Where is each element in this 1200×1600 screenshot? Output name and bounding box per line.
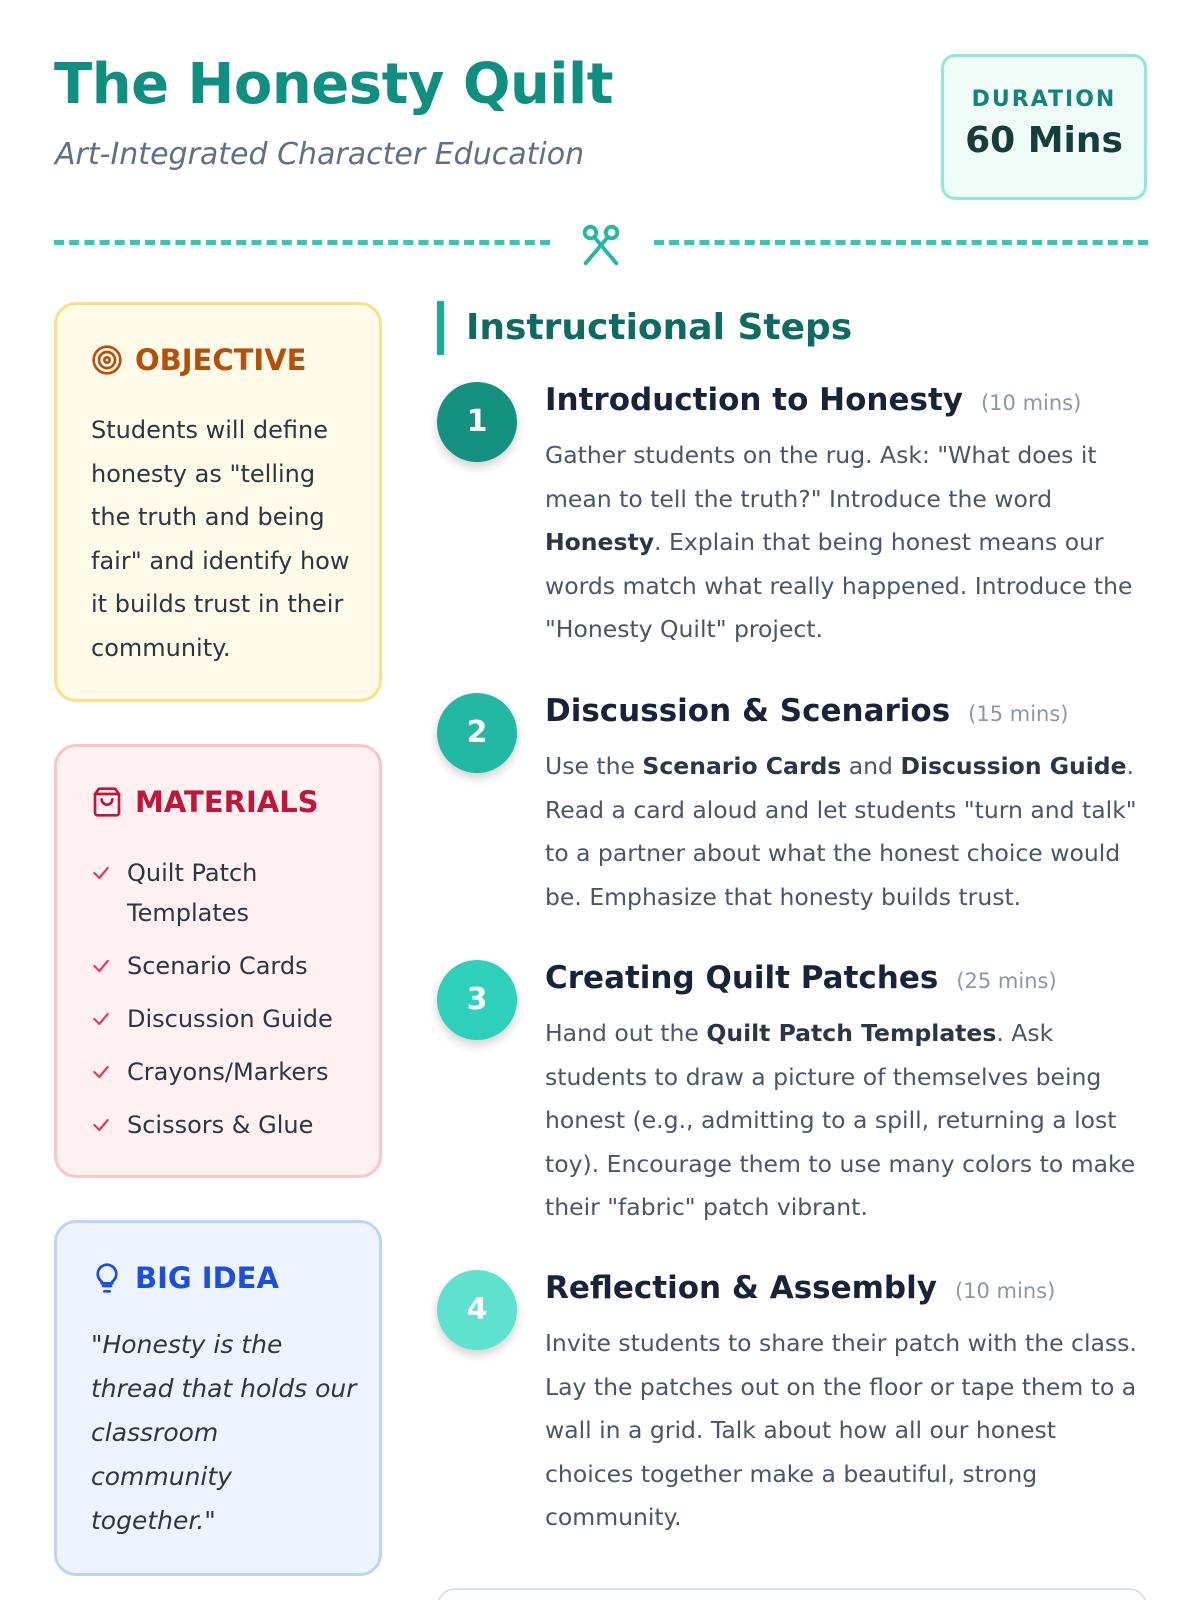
duration-label: DURATION xyxy=(971,87,1117,112)
desc-text: . Explain that being honest means our words match what really happened. Introduce the "Honesty Quilt" project. xyxy=(545,528,1133,643)
check-icon xyxy=(91,1009,111,1029)
step-number: 4 xyxy=(437,1270,517,1350)
step-description xyxy=(545,1012,1145,1230)
step-duration: (25 mins) xyxy=(956,969,1057,993)
page-subtitle: Art-Integrated Character Education xyxy=(55,137,585,172)
check-icon xyxy=(91,1062,111,1082)
material-label: Scissors & Glue xyxy=(127,1111,314,1139)
list-item xyxy=(91,946,361,986)
shopping-bag-icon xyxy=(91,786,123,818)
desc-bold: Quilt Patch Templates xyxy=(706,1019,997,1047)
duration-value: 60 Mins xyxy=(965,120,1123,161)
desc-text: Gather students on the rug. Ask: "What does it mean to tell the truth?" Introduce the word xyxy=(545,441,1097,513)
duration-badge xyxy=(941,54,1147,200)
scissors-icon xyxy=(578,222,624,270)
desc-bold: Discussion Guide xyxy=(900,752,1127,780)
check-icon xyxy=(91,1115,111,1135)
desc-text: . Ask students to draw a picture of themselves being honest (e.g., admitting to a spill, returning a lost toy). Encourage them to use many colors to make their "fabric" patch vibrant. xyxy=(545,1019,1136,1221)
list-item xyxy=(91,999,361,1039)
desc-bold: Scenario Cards xyxy=(642,752,842,780)
step-number: 1 xyxy=(437,382,517,462)
step-header xyxy=(545,1270,1055,1306)
step-name: Introduction to Honesty xyxy=(545,382,963,418)
big-idea-heading: BIG IDEA xyxy=(135,1261,279,1295)
check-icon xyxy=(91,863,111,883)
step-duration: (10 mins) xyxy=(980,391,1082,415)
desc-text: Hand out the xyxy=(545,1019,707,1047)
lightbulb-icon xyxy=(91,1262,123,1294)
step-header xyxy=(545,960,1057,996)
materials-list xyxy=(91,853,361,1158)
divider-right xyxy=(654,240,1148,245)
objective-card xyxy=(54,302,382,702)
step-header xyxy=(545,693,1068,729)
step-duration: (10 mins) xyxy=(954,1279,1056,1303)
material-label: Crayons/Markers xyxy=(127,1058,329,1086)
step-description xyxy=(545,1322,1145,1540)
list-item xyxy=(91,1052,361,1092)
big-idea-card xyxy=(54,1220,382,1576)
check-icon xyxy=(91,956,111,976)
target-icon xyxy=(91,344,123,376)
materials-header xyxy=(91,785,319,819)
steps-section-title: Instructional Steps xyxy=(437,301,852,355)
materials-card xyxy=(54,744,382,1178)
step-duration: (15 mins) xyxy=(968,702,1069,726)
step-name: Discussion & Scenarios xyxy=(545,693,951,729)
step-description xyxy=(545,745,1145,919)
step-name: Creating Quilt Patches xyxy=(545,960,939,996)
step-description xyxy=(545,434,1145,652)
material-label: Discussion Guide xyxy=(127,1005,333,1033)
step-number: 2 xyxy=(437,693,517,773)
next-section-box xyxy=(437,1588,1147,1600)
material-label: Quilt Patch Templates xyxy=(127,859,258,927)
big-idea-quote: "Honesty is the thread that holds our classroom community together." xyxy=(91,1330,357,1535)
material-label: Scenario Cards xyxy=(127,952,308,980)
objective-text: Students will define honesty as "telling the truth and being fair" and identify how it builds trust in their community. xyxy=(91,416,350,662)
list-item xyxy=(91,853,361,933)
objective-heading: OBJECTIVE xyxy=(135,343,307,377)
desc-text: . Read a card aloud and let students "turn and talk" to a partner about what the honest choice would be. Emphasize that honesty builds trust. xyxy=(545,752,1137,911)
page-title: The Honesty Quilt xyxy=(54,52,613,117)
step-name: Reflection & Assembly xyxy=(545,1270,937,1306)
big-idea-header xyxy=(91,1261,279,1295)
desc-text: Use the xyxy=(545,752,643,780)
divider-left xyxy=(54,240,550,245)
desc-bold: Honesty xyxy=(545,528,655,556)
objective-header xyxy=(91,343,306,377)
list-item xyxy=(91,1105,361,1145)
step-header xyxy=(545,382,1081,418)
step-number: 3 xyxy=(437,960,517,1040)
desc-text: Invite students to share their patch with the class. Lay the patches out on the floor or tape them to a wall in a grid. Talk about how all our honest choices together make a beautiful, strong community. xyxy=(545,1329,1137,1531)
desc-text: and xyxy=(841,752,901,780)
materials-heading: MATERIALS xyxy=(135,785,319,819)
